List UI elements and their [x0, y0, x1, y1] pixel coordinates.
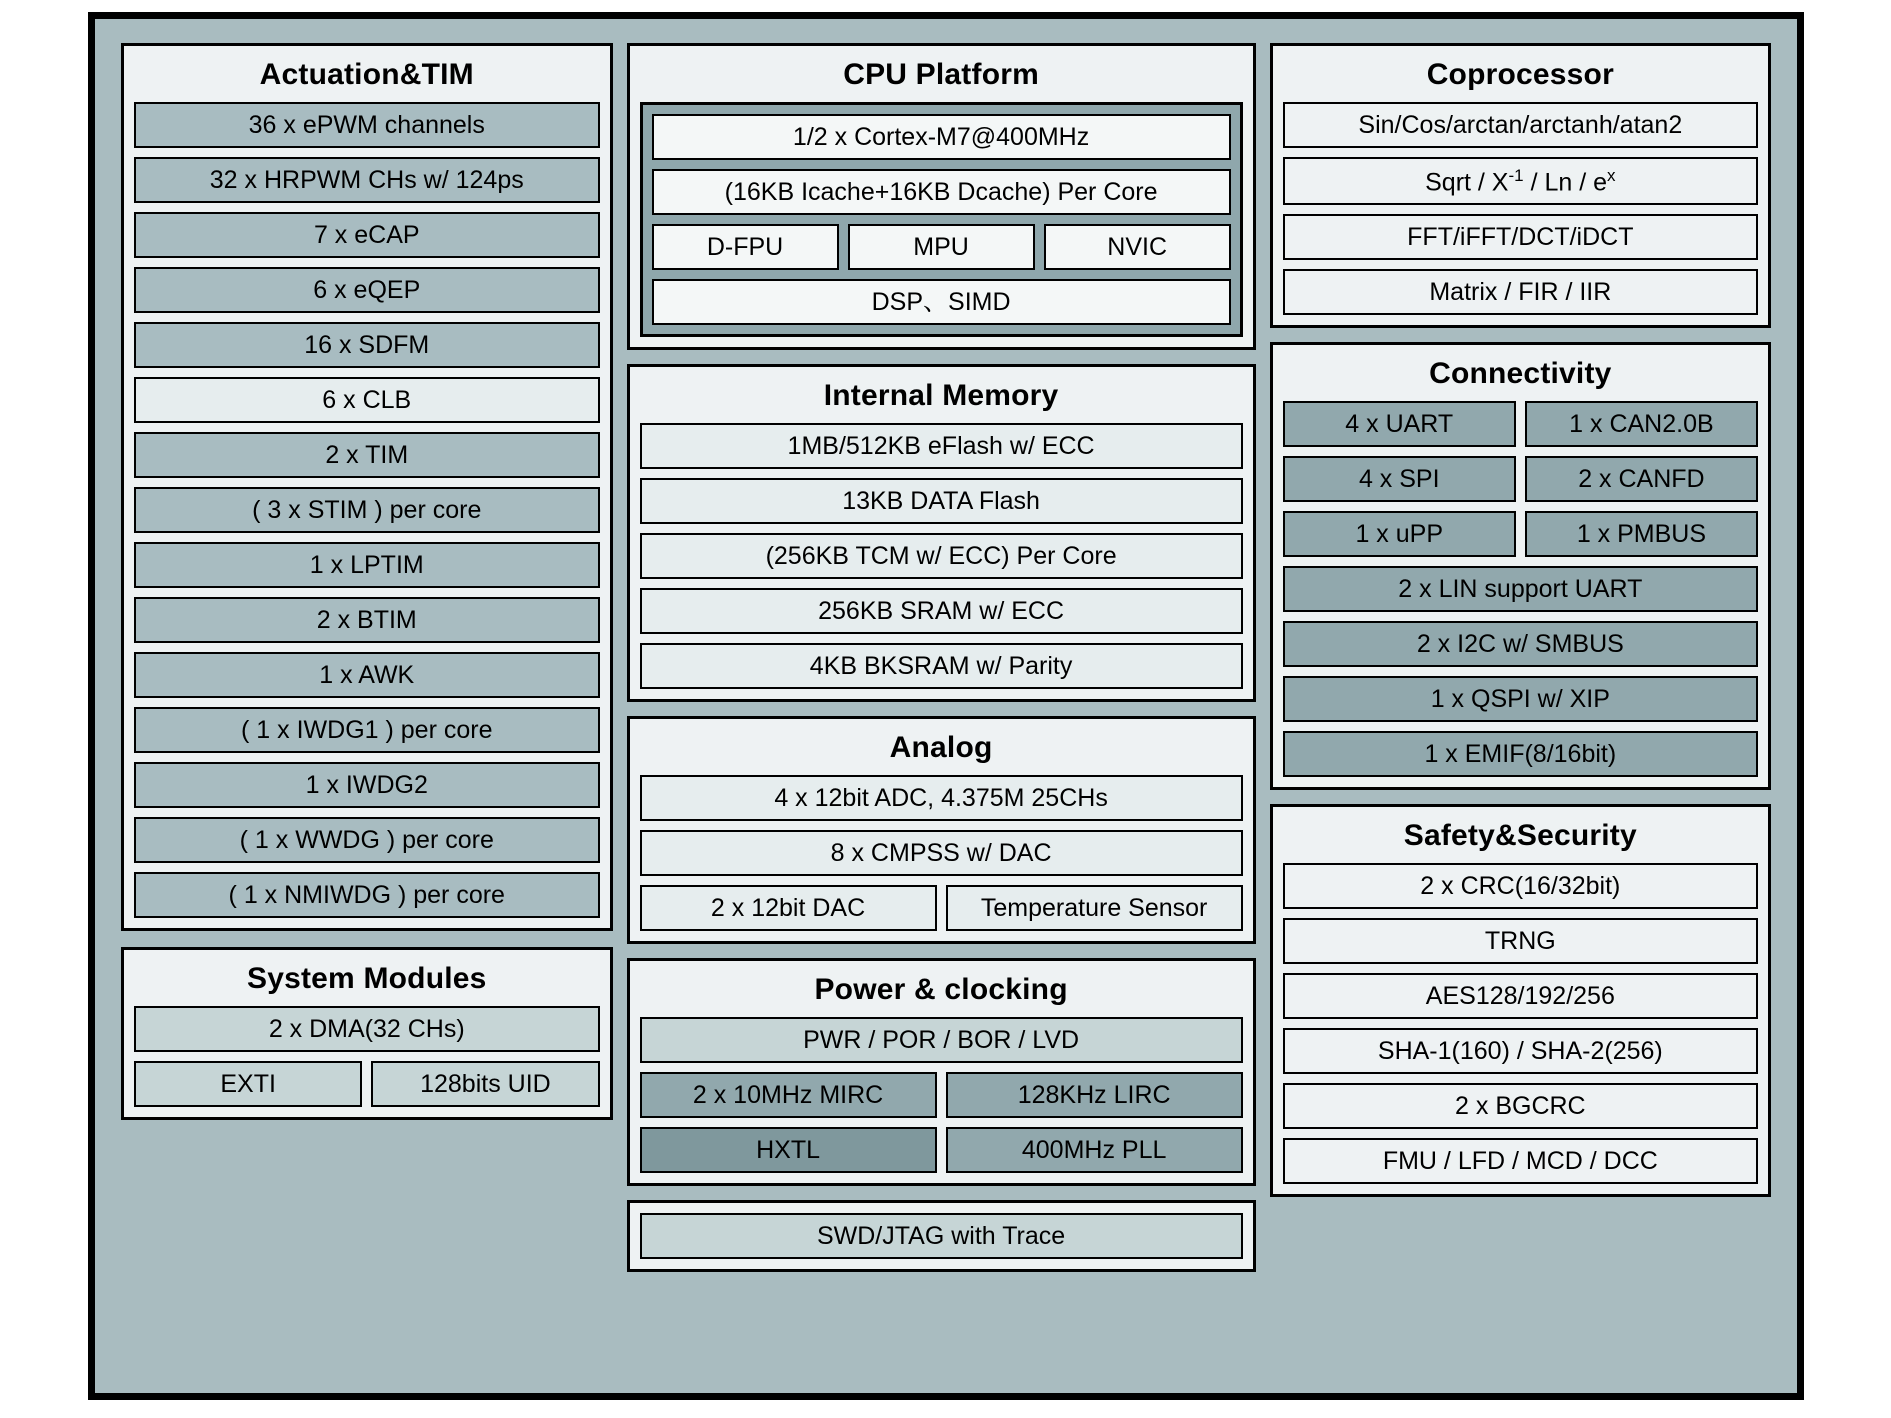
block-btim: 2 x BTIM [134, 597, 600, 643]
block-pll: 400MHz PLL [946, 1127, 1243, 1173]
block-stim: ( 3 x STIM ) per core [134, 487, 600, 533]
block-tim: 2 x TIM [134, 432, 600, 478]
block-iwdg1: ( 1 x IWDG1 ) per core [134, 707, 600, 753]
conn-row-3 [1283, 511, 1758, 557]
block-lptim: 1 x LPTIM [134, 542, 600, 588]
block-tcm: (256KB TCM w/ ECC) Per Core [640, 533, 1243, 579]
block-bksram: 4KB BKSRAM w/ Parity [640, 643, 1243, 689]
sqrt-sup: -1 [1508, 166, 1524, 185]
block-qspi: 1 x QSPI w/ XIP [1283, 676, 1758, 722]
cpu-core-box [640, 102, 1243, 337]
block-data-flash: 13KB DATA Flash [640, 478, 1243, 524]
block-fmu: FMU / LFD / MCD / DCC [1283, 1138, 1758, 1184]
block-pmbus: 1 x PMBUS [1525, 511, 1758, 557]
group-title-coprocessor: Coprocessor [1426, 58, 1614, 91]
block-emif: 1 x EMIF(8/16bit) [1283, 731, 1758, 777]
block-iwdg2: 1 x IWDG2 [134, 762, 600, 808]
group-debug [627, 1200, 1256, 1272]
block-wwdg: ( 1 x WWDG ) per core [134, 817, 600, 863]
block-cache: (16KB Icache+16KB Dcache) Per Core [652, 169, 1231, 215]
block-cortex-m7: 1/2 x Cortex-M7@400MHz [652, 114, 1231, 160]
block-temp-sensor: Temperature Sensor [946, 885, 1243, 931]
block-uid: 128bits UID [371, 1061, 599, 1107]
block-trig: Sin/Cos/arctan/arctanh/atan2 [1283, 102, 1758, 148]
group-internal-memory [627, 364, 1256, 702]
block-eqep: 6 x eQEP [134, 267, 600, 313]
block-clb: 6 x CLB [134, 377, 600, 423]
group-title-safety: Safety&Security [1403, 819, 1637, 853]
group-coprocessor [1270, 43, 1771, 328]
block-exti: EXTI [134, 1061, 362, 1107]
block-spi: 4 x SPI [1283, 456, 1516, 502]
group-title-analog: Analog [889, 731, 993, 764]
block-dsp-simd: DSP、SIMD [652, 279, 1231, 325]
block-eflash: 1MB/512KB eFlash w/ ECC [640, 423, 1243, 469]
block-canfd: 2 x CANFD [1525, 456, 1758, 502]
block-crc: 2 x CRC(16/32bit) [1283, 863, 1758, 909]
block-sram: 256KB SRAM w/ ECC [640, 588, 1243, 634]
middle-column [627, 43, 1256, 1369]
block-ecap: 7 x eCAP [134, 212, 600, 258]
block-hxtl: HXTL [640, 1127, 937, 1173]
block-nvic: NVIC [1044, 224, 1231, 270]
block-bgcrc: 2 x BGCRC [1283, 1083, 1758, 1129]
block-lirc: 128KHz LIRC [946, 1072, 1243, 1118]
block-adc: 4 x 12bit ADC, 4.375M 25CHs [640, 775, 1243, 821]
block-hrpwm: 32 x HRPWM CHs w/ 124ps [134, 157, 600, 203]
group-analog [627, 716, 1256, 944]
block-fft: FFT/iFFT/DCT/iDCT [1283, 214, 1758, 260]
clock-row-2 [640, 1127, 1243, 1173]
group-title-actuation: Actuation&TIM [259, 58, 474, 91]
system-modules-row [134, 1061, 600, 1107]
block-upp: 1 x uPP [1283, 511, 1516, 557]
block-cmpss: 8 x CMPSS w/ DAC [640, 830, 1243, 876]
analog-row [640, 885, 1243, 931]
block-i2c: 2 x I2C w/ SMBUS [1283, 621, 1758, 667]
block-aes: AES128/192/256 [1283, 973, 1758, 1019]
group-connectivity [1270, 342, 1771, 790]
group-title-memory: Internal Memory [823, 379, 1059, 412]
group-safety-security [1270, 804, 1771, 1197]
block-can: 1 x CAN2.0B [1525, 401, 1758, 447]
conn-row-1 [1283, 401, 1758, 447]
block-pwr: PWR / POR / BOR / LVD [640, 1017, 1243, 1063]
sqrt-sup2: x [1607, 166, 1616, 185]
block-matrix: Matrix / FIR / IIR [1283, 269, 1758, 315]
group-actuation-tim [121, 43, 613, 931]
group-title-system-modules: System Modules [246, 962, 487, 995]
block-trng: TRNG [1283, 918, 1758, 964]
block-sha: SHA-1(160) / SHA-2(256) [1283, 1028, 1758, 1074]
block-dfpu: D-FPU [652, 224, 839, 270]
sqrt-mid: / Ln / e [1523, 168, 1608, 197]
sqrt-prefix: Sqrt / X [1425, 168, 1509, 197]
group-cpu-platform [627, 43, 1256, 350]
group-power-clocking [627, 958, 1256, 1186]
clock-row-1 [640, 1072, 1243, 1118]
group-system-modules [121, 947, 613, 1120]
block-mpu: MPU [848, 224, 1035, 270]
block-uart: 4 x UART [1283, 401, 1516, 447]
cpu-units-row [652, 224, 1231, 270]
group-title-connectivity: Connectivity [1429, 357, 1612, 391]
left-column [121, 43, 613, 1369]
block-swd-jtag: SWD/JTAG with Trace [640, 1213, 1243, 1259]
conn-row-2 [1283, 456, 1758, 502]
block-epwm: 36 x ePWM channels [134, 102, 600, 148]
block-sqrt [1283, 157, 1758, 205]
block-nmiwdg: ( 1 x NMIWDG ) per core [134, 872, 600, 918]
chip-diagram [88, 12, 1804, 1400]
right-column [1270, 43, 1771, 1369]
group-title-power: Power & clocking [814, 973, 1068, 1006]
group-title-cpu: CPU Platform [843, 58, 1039, 91]
block-dma: 2 x DMA(32 CHs) [134, 1006, 600, 1052]
block-awk: 1 x AWK [134, 652, 600, 698]
block-dac: 2 x 12bit DAC [640, 885, 937, 931]
block-sdfm: 16 x SDFM [134, 322, 600, 368]
chip-inner [103, 27, 1789, 1385]
block-mirc: 2 x 10MHz MIRC [640, 1072, 937, 1118]
block-lin: 2 x LIN support UART [1283, 566, 1758, 612]
